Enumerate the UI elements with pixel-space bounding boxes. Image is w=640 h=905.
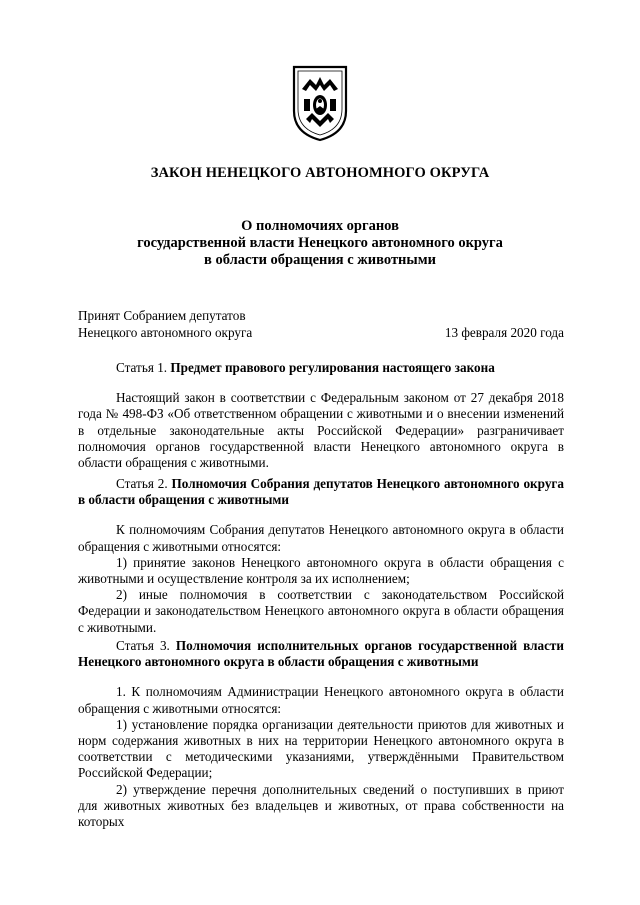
- article-paragraph: 1. К полномочиям Администрации Ненецкого автономного округа в области обращения с животными относятся:: [78, 684, 564, 716]
- article-1: [78, 360, 564, 471]
- article-heading: [78, 638, 564, 670]
- article-2: [78, 476, 564, 636]
- article-list-item: 1) установление порядка организации деятельности приютов для животных и норм содержания животных в них на территории Ненецкого автономного округа в соответствии с методическими указаниями, утверждёнными Правительством Российской Федерации;: [78, 716, 564, 781]
- adoption-date: 13 февраля 2020 года: [444, 325, 564, 340]
- coat-of-arms-icon: [290, 63, 350, 143]
- article-number: Статья 3.: [116, 638, 176, 653]
- article-list-item: 2) утверждение перечня дополнительных сведений о поступивших в приют для животных животных без владельцев и животных, от права собственности на которых: [78, 781, 564, 830]
- article-number: Статья 2.: [116, 476, 172, 491]
- subtitle-line: О полномочиях органов: [241, 218, 399, 234]
- adoption-body-line: Принят Собранием депутатов: [78, 308, 246, 323]
- article-3: [78, 638, 564, 830]
- article-heading: [78, 360, 564, 376]
- law-title: ЗАКОН НЕНЕЦКОГО АВТОНОМНОГО ОКРУГА: [150, 165, 490, 181]
- article-number: Статья 1.: [116, 360, 171, 375]
- article-paragraph: К полномочиям Собрания депутатов Ненецкого автономного округа в области обращения с животными относятся:: [78, 522, 564, 554]
- article-heading: [78, 476, 564, 508]
- subtitle-line: в области обращения с животными: [204, 252, 436, 268]
- article-title: Предмет правового регулирования настоящего закона: [170, 360, 495, 375]
- subtitle-line: государственной власти Ненецкого автономного округа: [137, 235, 503, 251]
- article-paragraph: Настоящий закон в соответствии с Федеральным законом от 27 декабря 2018 года № 498-ФЗ «Об ответственном обращении с животными и о внесении изменений в отдельные законодательные акты Российской Федерации» разграничивает полномочия органов государственной власти Ненецкого автономного округа в области обращения с животными.: [78, 390, 564, 471]
- law-subtitle: [0, 218, 640, 269]
- adoption-block: [78, 307, 564, 341]
- article-list-item: 2) иные полномочия в соответствии с законодательством Российской Федерации и законодательством Ненецкого автономного округа в области обращения с животными.: [78, 587, 564, 635]
- article-title: Полномочия Собрания депутатов Ненецкого автономного округа в области обращения с животными: [78, 476, 564, 508]
- article-title: Полномочия исполнительных органов государственной власти Ненецкого автономного округа в области обращения с животными: [78, 638, 564, 670]
- article-list-item: 1) принятие законов Ненецкого автономного округа в области обращения с животными и осуществление контроля за их исполнением;: [78, 554, 564, 587]
- adoption-body-line: Ненецкого автономного округа: [78, 325, 253, 340]
